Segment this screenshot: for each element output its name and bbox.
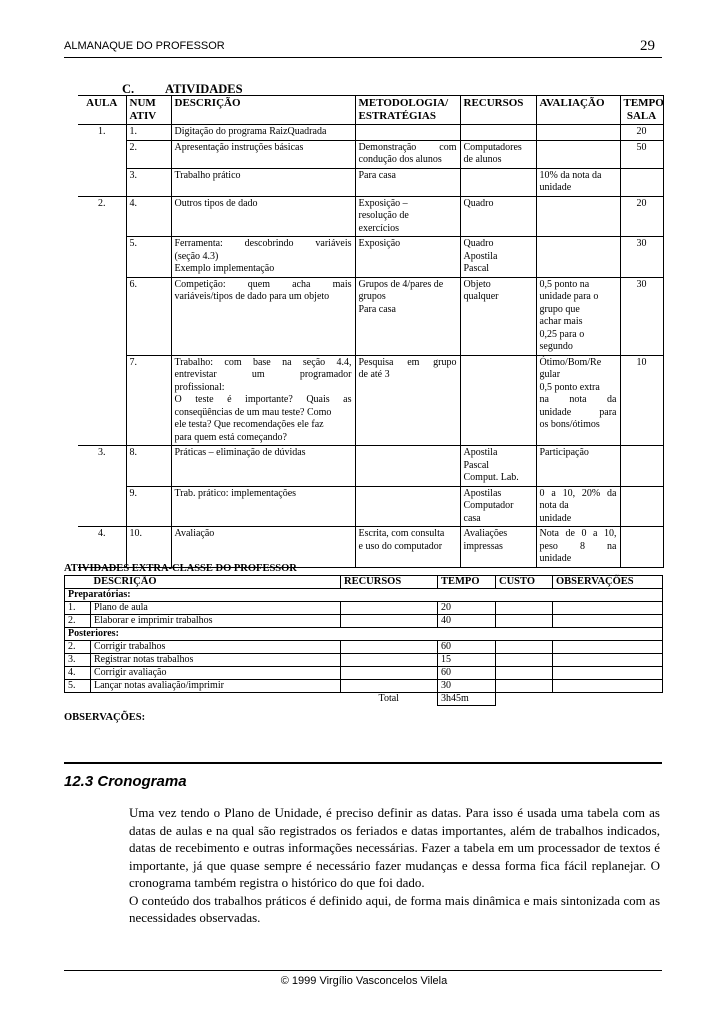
col-aula: AULA: [78, 96, 126, 125]
table-header-row: [78, 96, 663, 125]
page-number: 29: [640, 38, 655, 54]
extra-activities-caption: ATIVIDADES EXTRA-CLASSE DO PROFESSOR: [64, 563, 297, 574]
table-row: 2. Corrigir trabalhos 60: [65, 641, 663, 654]
group-row: Preparatórias:: [65, 589, 663, 602]
col-avaliacao: AVALIAÇÃO: [536, 96, 620, 125]
table-row: 3. Trabalho prático Para casa 10% da nota da unidade: [78, 168, 663, 196]
footer-rule: [64, 970, 662, 971]
body-text: [129, 804, 660, 927]
table-row: 5. Lançar notas avaliação/imprimir 30: [65, 680, 663, 693]
total-row: Total 3h45m: [65, 693, 663, 706]
running-header: ALMANAQUE DO PROFESSOR: [64, 40, 225, 52]
col-metodologia: METODOLOGIA/ ESTRATÉGIAS: [355, 96, 460, 125]
table-row: 5. Ferramenta: descobrindo variáveis (seção 4.3) Exemplo implementação Exposição Quadro Apostila Pascal 30: [78, 237, 663, 278]
table-row: 6. Competição: quem acha mais variáveis/tipos de dado para um objeto Grupos de 4/pares de grupos Para casa Objeto qualquer 0,5 ponto na unidade para o grupo que achar mais 0,25 para o segundo 30: [78, 277, 663, 355]
paragraph: O conteúdo dos trabalhos práticos é definido aqui, de forma mais dinâmica e mais sintonizada com as necessidades observadas.: [129, 892, 660, 925]
table-row: 2. Elaborar e imprimir trabalhos 40: [65, 615, 663, 628]
header-rule: [64, 57, 662, 58]
col-recursos: RECURSOS: [460, 96, 536, 125]
observacoes-label: OBSERVAÇÕES:: [64, 712, 146, 723]
col-descricao: DESCRIÇÃO: [171, 96, 355, 125]
table-row: 3. 8. Práticas – eliminação de dúvidas Apostila Pascal Comput. Lab. Participação: [78, 446, 663, 487]
table-row: 4. Corrigir avaliação 60: [65, 667, 663, 680]
activities-table: [78, 95, 664, 568]
section-heading: 12.3 Cronograma: [64, 773, 187, 790]
table-row: 4. 10. Avaliação Escrita, com consulta e uso do computador Avaliações impressas Nota de 0 a 10, peso 8 na unidade: [78, 527, 663, 568]
section-letter: C.: [122, 82, 135, 96]
table-row: 7. Trabalho: com base na seção 4.4, entrevistar um programador profissional: O teste é importante? Quais as conseqüências de um mau teste? Como ele testa? Que recomendações ele faz para quem está começando? Pesquisa em grupo de até 3 Ótimo/Bom/Re gular 0,5 ponto extra na nota da unidade para os bons/ótimos 10: [78, 355, 663, 446]
table-row: 2. Apresentação instruções básicas Demonstração com condução dos alunos Computadores de alunos 50: [78, 140, 663, 168]
paragraph: Uma vez tendo o Plano de Unidade, é preciso definir as datas. Para isso é usada uma tabela com as datas de aulas e na qual são registrados os feriados e datas importantes, além de trabalhos indicados, datas de recebimento e outras informações necessárias. Fazer a tabela em um processador de textos é importante, já que quase sempre é necessário fazer mudanças e dessa forma fica fácil replanejar. O cronograma também registra o histórico do que foi dado.: [129, 805, 660, 890]
table-row: 9. Trab. prático: implementações Apostilas Computador casa 0 a 10, 20% da nota da unidade: [78, 486, 663, 527]
group-row: Posteriores:: [65, 628, 663, 641]
table-row: 3. Registrar notas trabalhos 15: [65, 654, 663, 667]
extra-activities-table: [64, 575, 663, 706]
section-title: ATIVIDADES: [165, 82, 243, 96]
col-num: NUM ATIV: [126, 96, 171, 125]
table-header-row: DESCRIÇÃO RECURSOS TEMPO CUSTO OBSERVAÇÕES: [65, 576, 663, 589]
table-row: 2. 4. Outros tipos de dado Exposição – resolução de exercícios Quadro 20: [78, 196, 663, 237]
col-tempo: TEMPO SALA: [620, 96, 663, 125]
table-row: 1. 1. Digitação do programa RaizQuadrada 20: [78, 125, 663, 141]
table-row: 1. Plano de aula 20: [65, 602, 663, 615]
section-rule: [64, 762, 662, 764]
footer-copyright: © 1999 Virgílio Vasconcelos Vilela: [280, 975, 448, 987]
